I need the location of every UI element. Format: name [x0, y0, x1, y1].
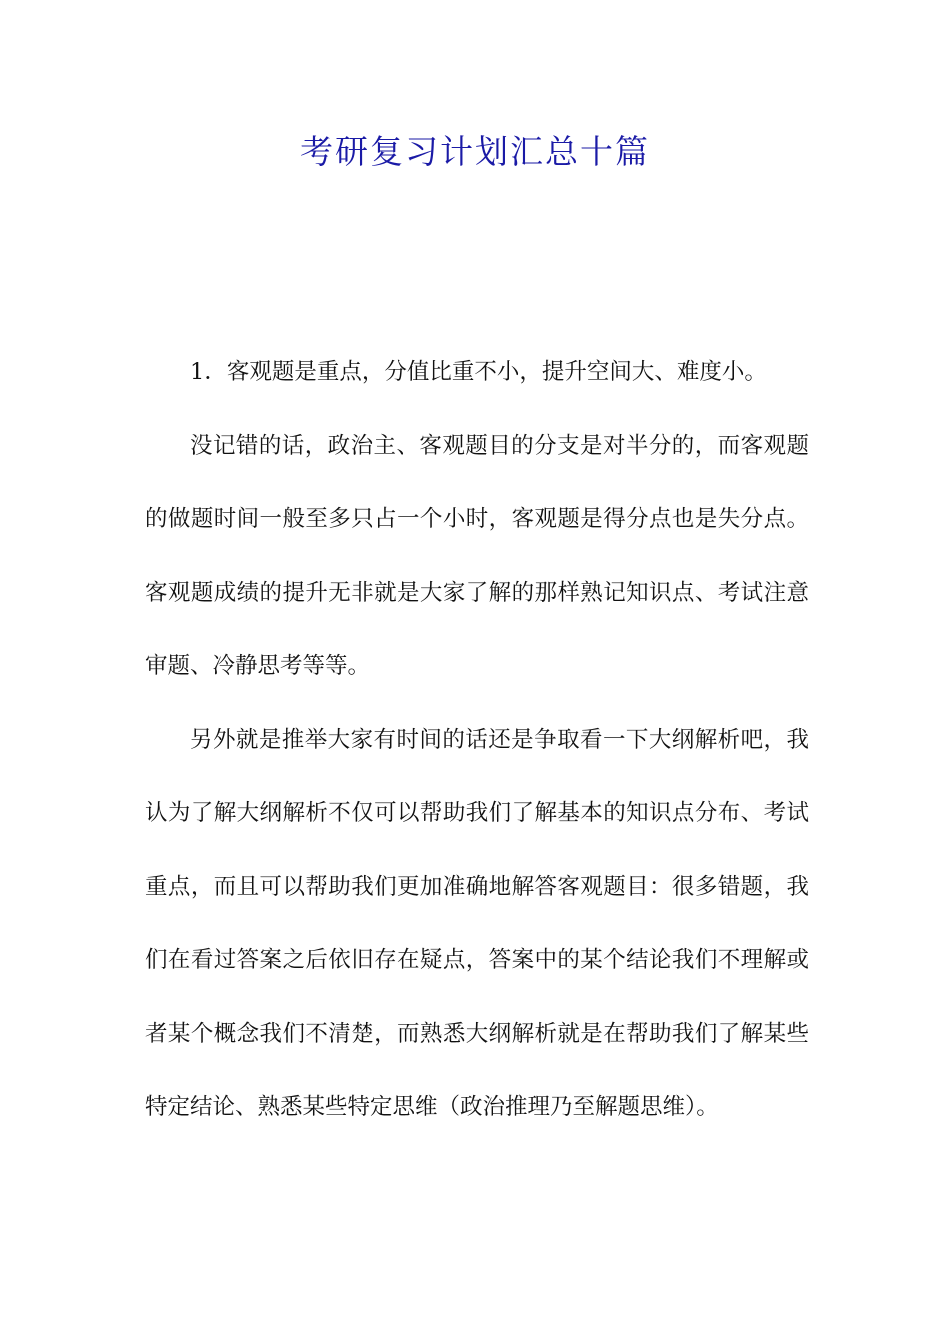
paragraph-3: 另外就是推举大家有时间的话还是争取看一下大纲解析吧，我认为了解大纲解析不仅可以帮助我们了解基本的知识点分布、考试重点，而且可以帮助我们更加准确地解答客观题目：很多错题，我们在看过答案之后依旧存在疑点，答案中的某个结论我们不理解或者某个概念我们不清楚，而熟悉大纲解析就是在帮助我们了解某些特定结论、熟悉某些特定思维（政治推理乃至解题思维）。	[145, 726, 809, 1120]
page-title: 考研复习计划汇总十篇	[300, 132, 650, 171]
document-body	[145, 336, 809, 1145]
paragraph-1: 1．客观题是重点，分值比重不小，提升空间大、难度小。	[190, 359, 767, 385]
paragraph-2: 没记错的话，政治主、客观题目的分支是对半分的，而客观题的做题时间一般至多只占一个小时，客观题是得分点也是失分点。客观题成绩的提升无非就是大家了解的那样熟记知识点、考试注意审题、冷静思考等等。	[145, 432, 809, 679]
